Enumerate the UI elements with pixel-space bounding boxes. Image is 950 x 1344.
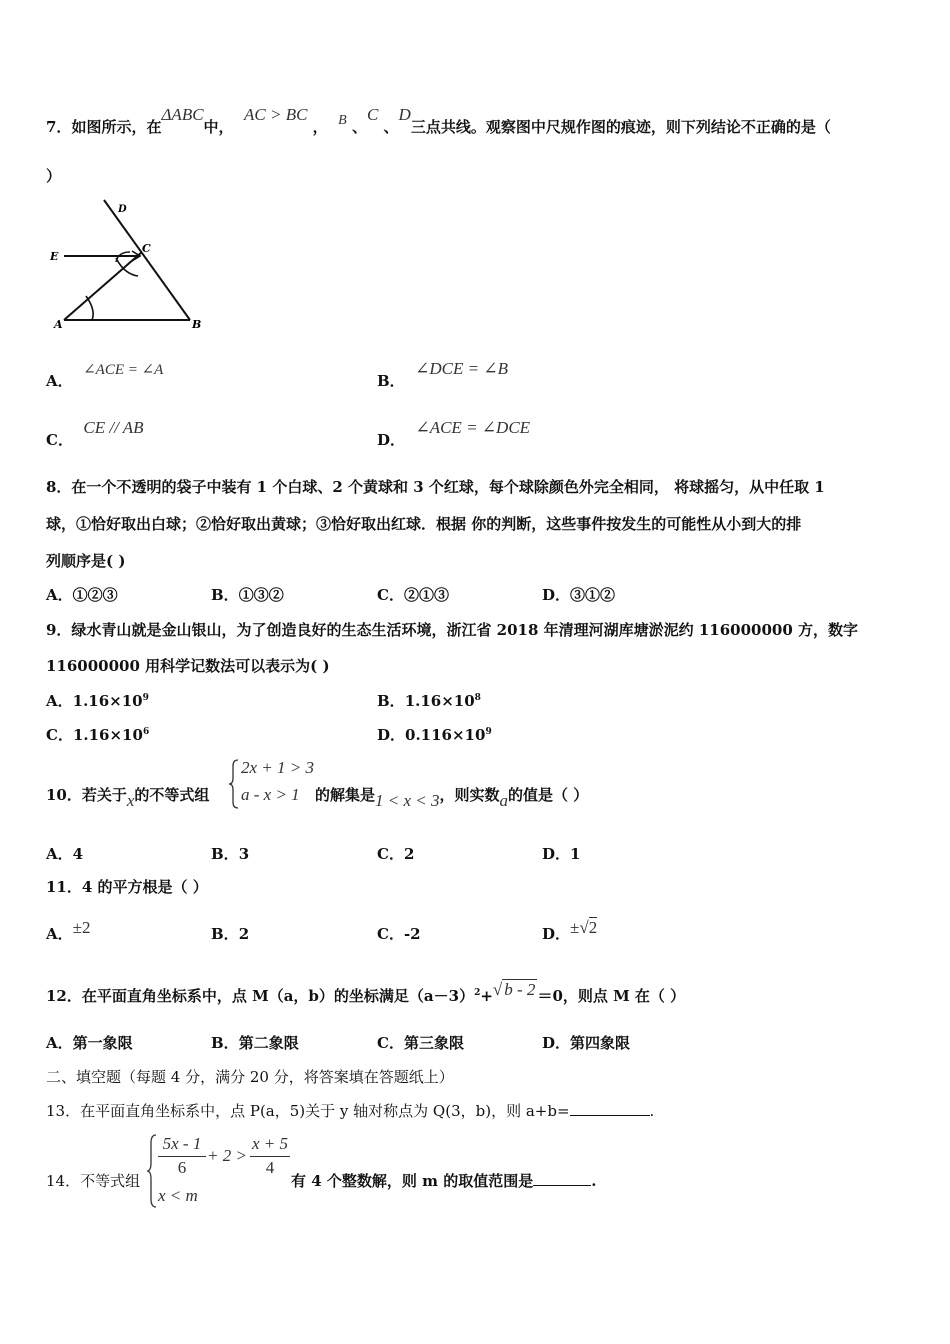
q7-option-d[interactable]: D． ∠ACE = ∠DCE (377, 418, 531, 449)
q9-option-d[interactable]: D．$0.116\times 10^9$ (377, 726, 492, 744)
q8-option-a[interactable]: A．①②③ (46, 586, 118, 604)
q10-option-d[interactable]: D．1 (542, 845, 581, 863)
question-8-line-3: 列顺序是( ) (46, 552, 126, 570)
q8-option-b[interactable]: B．①③② (211, 586, 284, 604)
q12-option-c[interactable]: C．第三象限 (377, 1034, 464, 1052)
question-14-prefix: 14．不等式组 (46, 1172, 141, 1190)
q14-frac2-num: x + 5 (251, 1134, 289, 1153)
q10-system-line-1: 2x + 1 > 3 (241, 758, 314, 777)
q12-option-a[interactable]: A．第一象限 (46, 1034, 133, 1052)
q11-option-a[interactable]: A．±2 (46, 918, 91, 943)
math-ac-gt-bc: AC > BC (244, 105, 308, 124)
question-9-line-2: 116000000 用科学记数法可以表示为( ) (46, 657, 330, 675)
q8-option-d[interactable]: D．③①② (542, 586, 616, 604)
q7-option-c[interactable]: C． CE // AB (46, 418, 144, 449)
q7-option-a[interactable]: A． ∠ACE = ∠A (46, 362, 164, 390)
q11-option-b[interactable]: B．2 (211, 925, 250, 943)
q11-option-c[interactable]: C．-2 (377, 925, 421, 943)
answer-blank-13[interactable] (570, 1101, 650, 1116)
math-triangle-abc: ΔABC (161, 105, 204, 124)
label-d: D (118, 204, 127, 215)
q9-option-c[interactable]: C．$1.16\times 10^6$ (46, 726, 150, 744)
q9-option-a[interactable]: A．$1.16\times 10^9$ (46, 692, 149, 710)
q10-option-a[interactable]: A．4 (46, 845, 84, 863)
question-7-line-1: 7．如图所示，在ΔABC中， AC > BC ， B 、C 、D三点共线。观察图中尺规作图的痕迹，则下列结论不正确的是（ (46, 105, 831, 136)
q10-option-b[interactable]: B．3 (211, 845, 250, 863)
question-8-line-1: 8．在一个不透明的袋子中装有 1 个白球、2 个黄球和 3 个红球，每个球除颜色外完全相同， 将球摇匀，从中任取 1 (46, 478, 825, 496)
q14-system-line-2: x < m (158, 1186, 198, 1205)
question-10-prefix: 10．若关于x的不等式组 (46, 786, 210, 810)
question-13: 13．在平面直角坐标系中，点 P(a，5)关于 y 轴对称点为 Q(3，b)，则 a+b= . (46, 1102, 655, 1120)
q14-frac1-den: 6 (177, 1158, 187, 1177)
question-7-line-2: ） (46, 167, 62, 185)
q14-frac2-bar (250, 1156, 290, 1157)
label-e: E (50, 250, 59, 263)
sqrt-icon: √ (492, 980, 503, 999)
question-11: 11．4 的平方根是（ ） (46, 878, 208, 896)
q14-mid: + 2 > (207, 1146, 247, 1165)
q14-frac1-num: 5x - 1 (162, 1134, 202, 1153)
q8-option-c[interactable]: C．②①③ (377, 586, 449, 604)
q10-option-c[interactable]: C．2 (377, 845, 415, 863)
q14-frac1-bar (158, 1156, 206, 1157)
q10-system-line-2: a - x > 1 (241, 785, 300, 804)
q7-option-b[interactable]: B． ∠DCE = ∠B (377, 359, 508, 390)
q14-frac2-den: 4 (265, 1158, 275, 1177)
sqrt-icon: √ (579, 918, 589, 937)
arc-at-c (116, 258, 138, 276)
label-a: A (54, 318, 63, 331)
question-14-suffix: 有 4 个整数解，则 m 的取值范围是 . (291, 1172, 597, 1190)
question-9-line-1: 9．绿水青山就是金山银山，为了创造良好的生态生活环境，浙江省 2018 年清理河湖库塘淤泥约 116000000 方，数字 (46, 621, 859, 639)
answer-blank-14[interactable] (533, 1171, 591, 1186)
section-2-heading: 二、填空题（每题 4 分，满分 20 分，将答案填在答题纸上） (46, 1068, 454, 1086)
triangle-construction-figure (46, 192, 216, 337)
question-12: 12．在平面直角坐标系中，点 M（a，b）的坐标满足$(a-3)^2+√$ b - 2 ＝0，则点 M 在（ ） (46, 980, 686, 1005)
label-c: C (142, 242, 151, 255)
q12-option-b[interactable]: B．第二象限 (211, 1034, 299, 1052)
q14-brace (147, 1133, 157, 1209)
question-8-line-2: 球，①恰好取出白球；②恰好取出黄球；③恰好取出红球．根据 你的判断，这些事件按发生的可能性从小到大的排 (46, 515, 802, 533)
question-10-suffix: 的解集是1 < x < 3，则实数a的值是（ ） (315, 786, 589, 810)
q10-brace (229, 758, 239, 810)
q12-option-d[interactable]: D．第四象限 (542, 1034, 631, 1052)
line-ac (64, 252, 142, 320)
q11-option-d[interactable]: D．±√2 (542, 918, 598, 943)
label-b: B (192, 318, 202, 331)
q9-option-b[interactable]: B．$1.16\times 10^8$ (377, 692, 481, 710)
